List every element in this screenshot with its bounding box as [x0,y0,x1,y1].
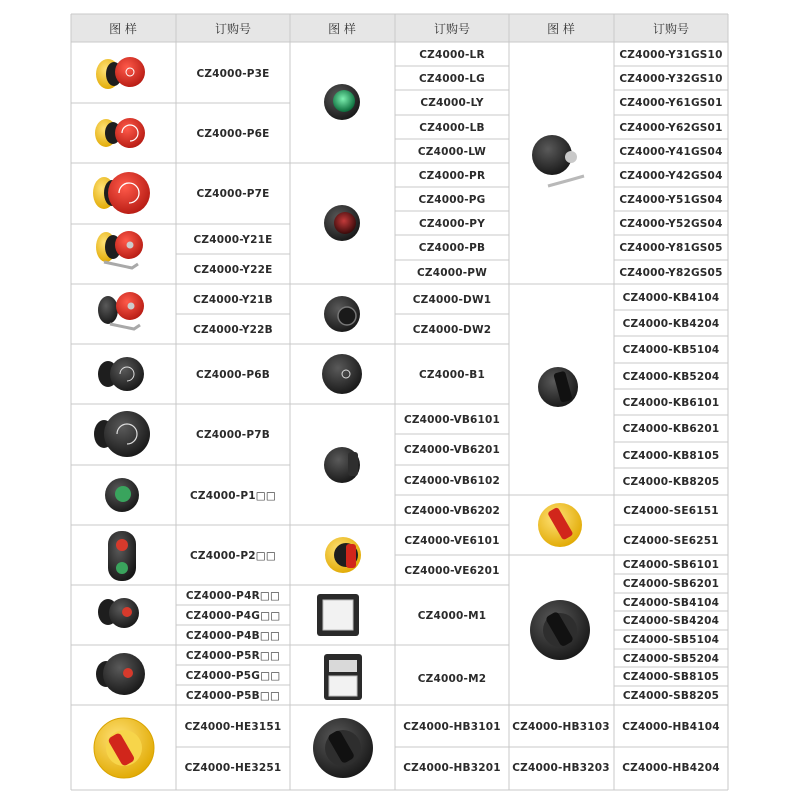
code-se6151: CZ4000-SE6151 [623,505,719,517]
key-emergency-stop-b-icon [98,292,144,329]
code-kb4204: CZ4000-KB4204 [622,318,720,330]
code-y52gs04: CZ4000-Y52GS04 [619,218,723,230]
code-p5b: CZ4000-P5B□□ [185,690,281,702]
code-hb3101: CZ4000-HB3101 [403,721,501,733]
header-picture-1: 图 样 [109,22,137,36]
code-kb8205: CZ4000-KB8205 [622,476,720,488]
mushroom-button-p5-icon [96,653,145,695]
code-hb4204: CZ4000-HB4204 [622,762,720,774]
code-vb6101: CZ4000-VB6101 [403,414,501,426]
header-order-1: 订购号 [214,22,252,36]
code-kb4104: CZ4000-KB4104 [622,292,720,304]
push-button-b1-icon [322,354,362,394]
code-lr: CZ4000-LR [419,49,485,61]
black-mushroom-p7b-icon [94,411,150,457]
code-kb6201: CZ4000-KB6201 [622,423,720,435]
knob-selector-kb-icon [538,367,578,407]
code-sb8205: CZ4000-SB8205 [622,690,720,702]
code-lb: CZ4000-LB [419,122,485,134]
code-p5g: CZ4000-P5G□□ [185,670,281,682]
code-sb5104: CZ4000-SB5104 [622,634,720,646]
selector-dw-icon [324,296,360,332]
code-lg: CZ4000-LG [418,73,486,85]
code-dw2: CZ4000-DW2 [412,324,492,336]
code-pg: CZ4000-PG [418,194,486,206]
selector-ve-icon [325,537,361,573]
yellow-selector-se-icon [538,503,582,547]
raised-button-p4-icon [98,598,139,628]
code-p6e: CZ4000-P6E [196,128,270,140]
selector-vb-icon [324,447,360,483]
code-py: CZ4000-PY [419,218,485,230]
code-ve6201: CZ4000-VE6201 [404,565,500,577]
code-dw1: CZ4000-DW1 [412,294,492,306]
code-y21e: CZ4000-Y21E [193,234,273,246]
emergency-stop-p3e-icon [96,57,145,89]
code-p1: CZ4000-P1□□ [190,490,276,502]
yellow-rotary-he-icon [94,718,154,778]
code-m1: CZ4000-M1 [417,610,487,622]
code-vb6102: CZ4000-VB6102 [403,475,501,487]
code-y32gs10: CZ4000-Y32GS10 [619,73,723,85]
header-picture-3: 图 样 [547,22,575,36]
code-hb3201: CZ4000-HB3201 [403,762,501,774]
black-rotary-sb-icon [530,600,590,660]
code-kb5204: CZ4000-KB5204 [622,371,720,383]
code-p4r: CZ4000-P4R□□ [185,590,281,602]
col1-order-codes [185,68,282,774]
header-order-3: 订购号 [652,22,690,36]
indicator-m2-icon [324,654,362,700]
emergency-stop-p6e-icon [95,118,145,148]
code-b1: CZ4000-B1 [418,369,486,381]
code-y22e: CZ4000-Y22E [193,264,273,276]
code-y81gs05: CZ4000-Y81GS05 [619,242,723,254]
code-y22b: CZ4000-Y22B [193,324,273,336]
pilot-light-green-icon [324,84,360,120]
key-selector-icon [532,135,584,186]
code-pb: CZ4000-PB [418,242,486,254]
code-sb4104: CZ4000-SB4104 [622,597,720,609]
code-y31gs10: CZ4000-Y31GS10 [619,49,723,61]
code-p6b: CZ4000-P6B [196,369,270,381]
code-hb3203: CZ4000-HB3203 [512,762,610,774]
black-mushroom-p6b-icon [98,357,144,391]
code-p7e: CZ4000-P7E [196,188,270,200]
black-rotary-hb-icon [313,718,373,778]
header-order-2: 订购号 [433,22,471,36]
code-m2: CZ4000-M2 [417,673,487,685]
code-y21b: CZ4000-Y21B [193,294,273,306]
code-y62gs01: CZ4000-Y62GS01 [619,122,723,134]
pilot-light-red-icon [324,205,360,241]
code-sb6101: CZ4000-SB6101 [622,559,720,571]
code-y61gs01: CZ4000-Y61GS01 [619,97,723,109]
code-p3e: CZ4000-P3E [196,68,270,80]
code-vb6202: CZ4000-VB6202 [403,505,501,517]
code-sb8105: CZ4000-SB8105 [622,671,720,683]
code-p5r: CZ4000-P5R□□ [185,650,281,662]
code-p7b: CZ4000-P7B [196,429,270,441]
code-y51gs04: CZ4000-Y51GS04 [619,194,723,206]
double-button-icon [108,531,136,581]
code-p4b: CZ4000-P4B□□ [185,630,281,642]
code-y41gs04: CZ4000-Y41GS04 [619,146,723,158]
code-he3151: CZ4000-HE3151 [184,721,282,733]
emergency-stop-p7e-icon [93,172,150,214]
code-pr: CZ4000-PR [418,170,486,182]
code-ly: CZ4000-LY [420,97,484,109]
code-kb5104: CZ4000-KB5104 [622,344,720,356]
code-pw: CZ4000-PW [417,267,487,279]
key-emergency-stop-e-icon [96,231,143,268]
col2-order-codes [403,49,501,774]
code-sb4204: CZ4000-SB4204 [622,615,720,627]
indicator-m1-icon [317,594,359,636]
flush-button-green-icon [105,478,139,512]
code-p2: CZ4000-P2□□ [190,550,276,562]
code-hb3103: CZ4000-HB3103 [512,721,610,733]
code-y82gs05: CZ4000-Y82GS05 [619,267,723,279]
code-y42gs04: CZ4000-Y42GS04 [619,170,723,182]
header-picture-2: 图 样 [328,22,356,36]
code-sb6201: CZ4000-SB6201 [622,578,720,590]
code-sb5204: CZ4000-SB5204 [622,653,720,665]
code-p4g: CZ4000-P4G□□ [185,610,281,622]
table-header-row [71,14,728,42]
code-hb4104: CZ4000-HB4104 [622,721,720,733]
code-lw: CZ4000-LW [417,146,487,158]
code-vb6201: CZ4000-VB6201 [403,444,501,456]
code-se6251: CZ4000-SE6251 [623,535,719,547]
code-he3251: CZ4000-HE3251 [184,762,282,774]
code-kb6101: CZ4000-KB6101 [622,397,720,409]
code-kb8105: CZ4000-KB8105 [622,450,720,462]
code-ve6101: CZ4000-VE6101 [404,535,500,547]
